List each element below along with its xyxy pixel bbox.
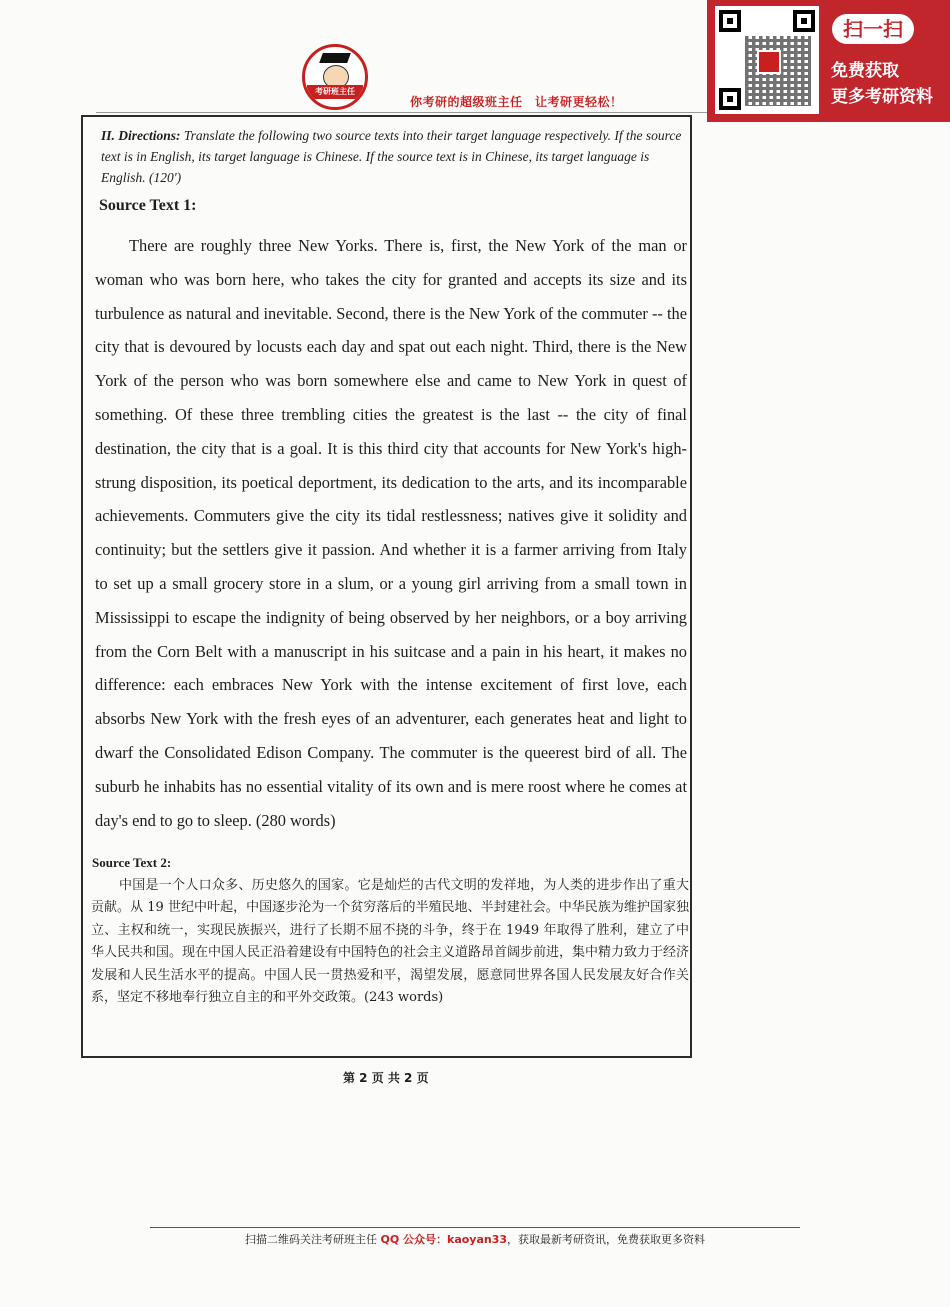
footer-text-start: 扫描二维码关注考研班主任 [244,1233,381,1246]
footer-divider [150,1227,800,1228]
footer-qq-account: QQ 公众号：kaoyan33 [380,1233,508,1246]
qr-promo-banner[interactable] [707,0,950,122]
exam-question-box [81,115,692,1058]
qr-finder-icon [719,88,741,110]
directions [101,125,686,188]
brand-logo [302,44,368,110]
banner-line-2: 更多考研资料 [831,87,933,107]
logo-text: 考研班主任 [307,85,363,99]
scan-button[interactable]: 扫一扫 [832,14,914,44]
source-text-1-body: There are roughly three New Yorks. There is, first, the New York of the man or woman who was born here, who takes the city for granted and accepts its size and its turbulence as natural and inevitable. Second, there is the New York of the commuter -- the city that is devoured by locusts each day and spat out each night. Third, there is the New York of the person who was born somewhere else and came to New York in quest of something. Of these three trembling cities the greatest is the last -- the city of final destination, the city that is a goal. It is this third city that accounts for New York's high-strung disposition, its poetical deportment, its dedication to the arts, and its incomparable achievements. Commuters give the city its tidal restlessness; natives give it solidity and continuity; but the settlers give it passion. And whether it is a farmer arriving from Italy to set up a small grocery store in a slum, or a young girl arriving from a small town in Mississippi to escape the indignity of being observed by her neighbors, or a boy arriving from the Corn Belt with a manuscript in his suitcase and a pain in his heart, it makes no difference: each embraces New York with the intense excitement of first love, each absorbs New York with the fresh eyes of an adventurer, each generates heat and light to dwarf the Consolidated Edison Company. The commuter is the queerest bird of all. The suburb he inhabits has no essential vitality of its own and is mere roost where he comes at day's end to go to sleep. (280 words) [95,236,687,830]
banner-line-1: 免费获取 [831,61,899,81]
source-text-2-title: Source Text 2: [92,855,172,870]
page-number: 第 2 页 共 2 页 [343,1071,429,1085]
source-text-2-body: 中国是一个人口众多、历史悠久的国家。它是灿烂的古代文明的发祥地，为人类的进步作出了重大贡献。从 19 世纪中叶起，中国逐步沦为一个贫穷落后的半殖民地、半封建社会。中华民族为维护国家独立、主权和统一，实现民族振兴，进行了长期不屈不挠的斗争，终于在 1949 年取得了胜利，建立了中华人民共和国。现在中国人民正沿着建设有中国特色的社会主义道路昂首阔步前进，集中精力致力于经济发展和人民生活水平的提高。中国人民一贯热爱和平，渴望发展，愿意同世界各国人民发展友好合作关系，坚定不移地奉行独立自主的和平外交政策。(243 words) [91,878,690,1006]
directions-text: Translate the following two source texts into their target language respectively. If the source text is in English, its target language is Chinese. If the source text is in Chinese, its target language is English. (120') [101,128,682,185]
source-text-1-title: Source Text 1: [99,197,197,214]
directions-label: II. Directions: [101,128,181,143]
footer-note [150,1231,800,1247]
qr-code-icon[interactable] [715,6,819,114]
header-slogan: 你考研的超级班主任 让考研更轻松！ [410,95,623,109]
qr-finder-icon [719,10,741,32]
header-divider [96,112,708,113]
qr-center-logo-icon [757,50,781,74]
qr-finder-icon [793,10,815,32]
graduation-cap-icon [319,53,351,63]
footer-text-end: ，获取最新考研资讯，免费获取更多资料 [507,1233,706,1246]
